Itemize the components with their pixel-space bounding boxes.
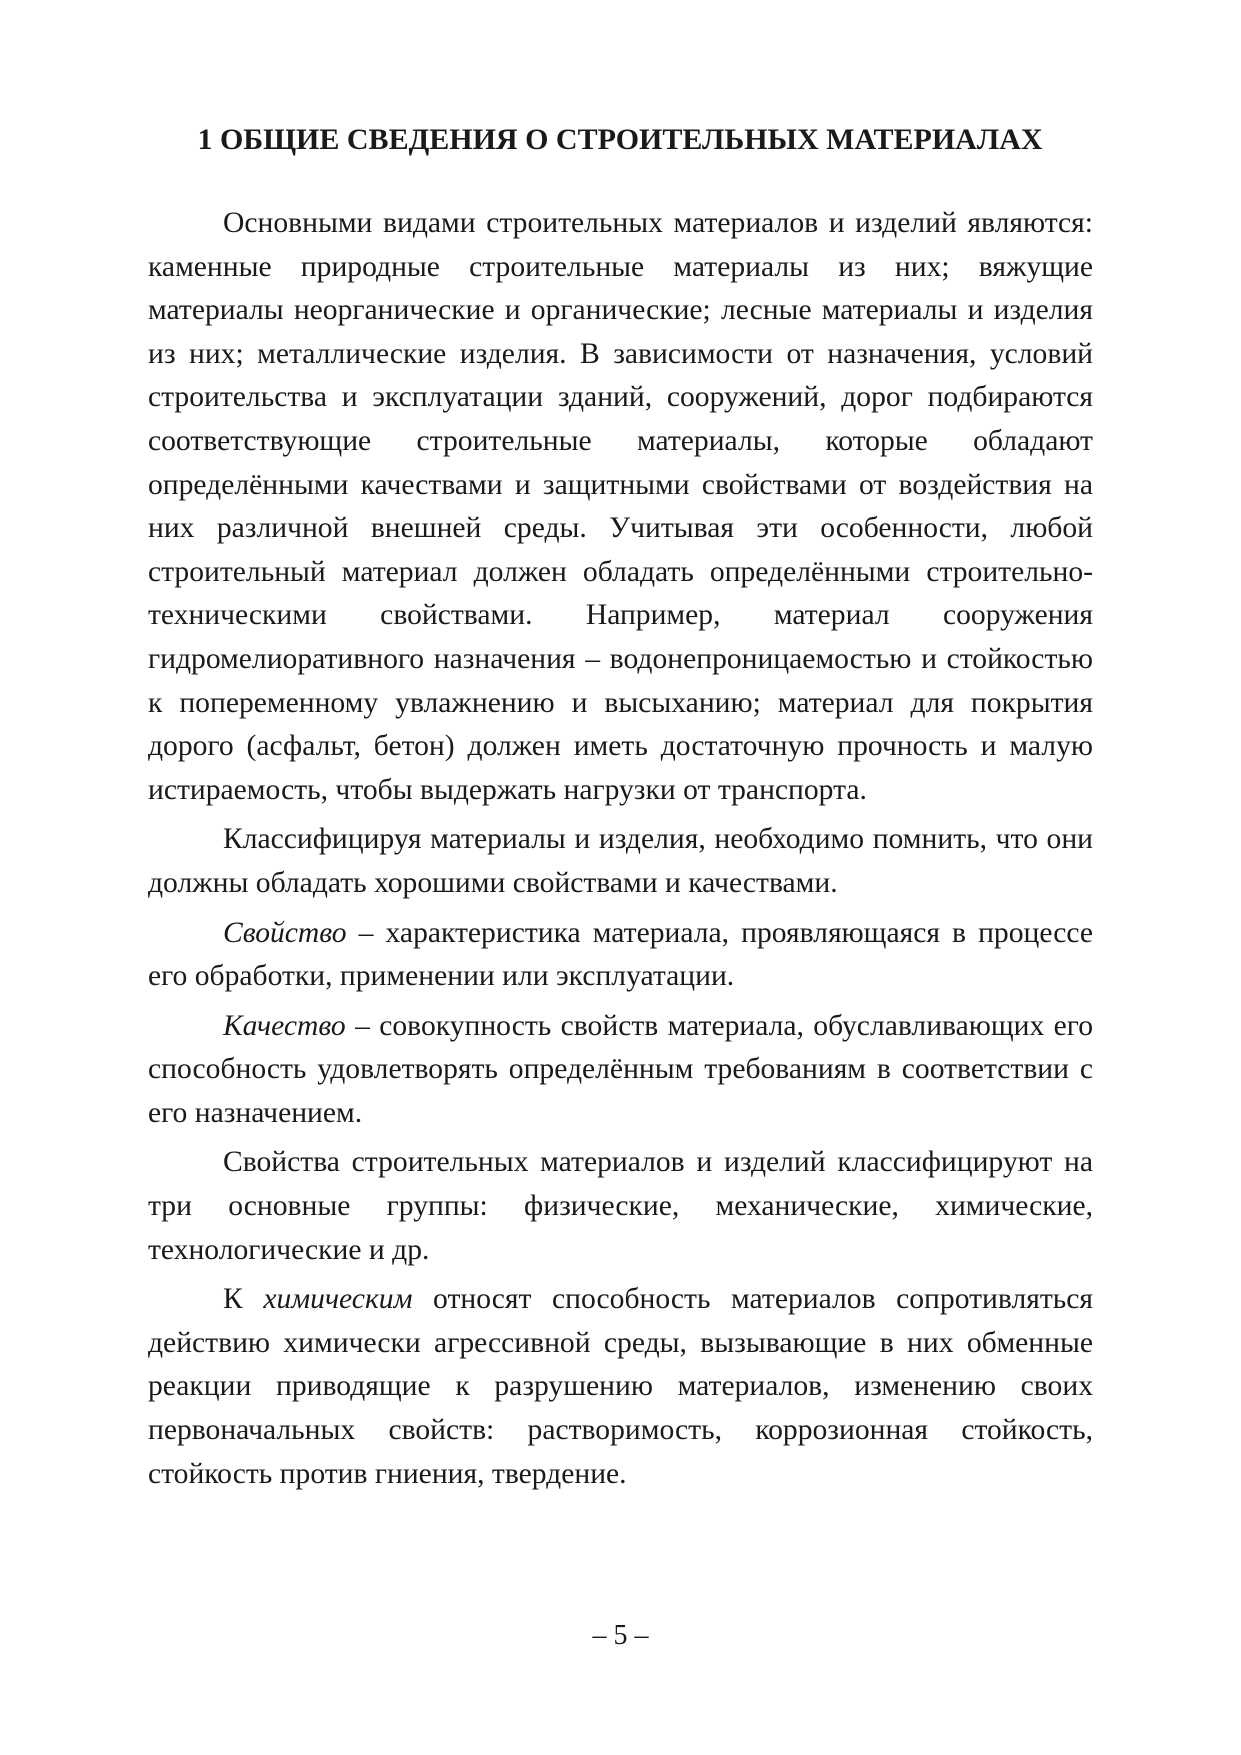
- defined-term: Свойство: [223, 916, 347, 949]
- paragraph-text: Классифицируя материалы и изделия, необходимо помнить, что они должны обладать хорошими свойствами и качествами.: [148, 823, 1093, 899]
- section-heading: 1 ОБЩИЕ СВЕДЕНИЯ О СТРОИТЕЛЬНЫХ МАТЕРИАЛАХ: [197, 123, 1043, 156]
- paragraph-materials-overview: [148, 202, 1093, 812]
- paragraph-chemical-properties: [148, 1278, 1093, 1496]
- paragraph-property-groups: [148, 1141, 1093, 1272]
- defined-term: Качество: [223, 1009, 346, 1042]
- paragraph-text: относят способность материалов сопротивляться действию химически агрессивной среды, вызывающие в них обменные реакции приводящие к разрушению материалов, изменению своих первоначальных свойств: растворимость, коррозионная стойкость, стойкость против гниения, твердение.: [148, 1283, 1094, 1490]
- paragraph-text: – характеристика материала, проявляющаяся в процессе его обработки, применении или эксплуатации.: [148, 916, 1093, 993]
- page-number: – 5 –: [592, 1620, 649, 1651]
- paragraph-text: – совокупность свойств материала, обуславливающих его способность удовлетворять определённым требованиям в соответствии с его назначением.: [148, 1009, 1093, 1129]
- paragraph-classification-note: [148, 818, 1093, 905]
- paragraph-quality-definition: [148, 1005, 1093, 1136]
- paragraph-lead: К: [223, 1283, 264, 1316]
- paragraph-text: Основными видами строительных материалов и изделий являются: каменные природные строительные материалы из них; вяжущие материалы неорганические и органические; лесные материалы и изделия из них; металлические изделия. В зависимости от назначения, условий строительства и эксплуатации зданий, сооружений, дорог подбираются соответствующие строительные материалы, которые обладают определёнными качествами и защитными свойствами от воздействия на них различной внешней среды. Учитывая эти особенности, любой строительный материал должен обладать определёнными строительно-техническими свойствами. Например, материал сооружения гидромелиоративного назначения – водонепроницаемостью и стойкостью к попеременному увлажнению и высыханию; материал для покрытия дорого (асфальт, бетон) должен иметь достаточную прочность и малую истираемость, чтобы выдержать нагрузки от транспорта.: [148, 207, 1093, 806]
- paragraph-text: Свойства строительных материалов и изделий классифицируют на три основные группы: физические, механические, химические, технологические и др.: [148, 1146, 1093, 1266]
- defined-term: химическим: [263, 1283, 413, 1316]
- body-text: [148, 202, 1093, 1496]
- paragraph-property-definition: [148, 912, 1093, 999]
